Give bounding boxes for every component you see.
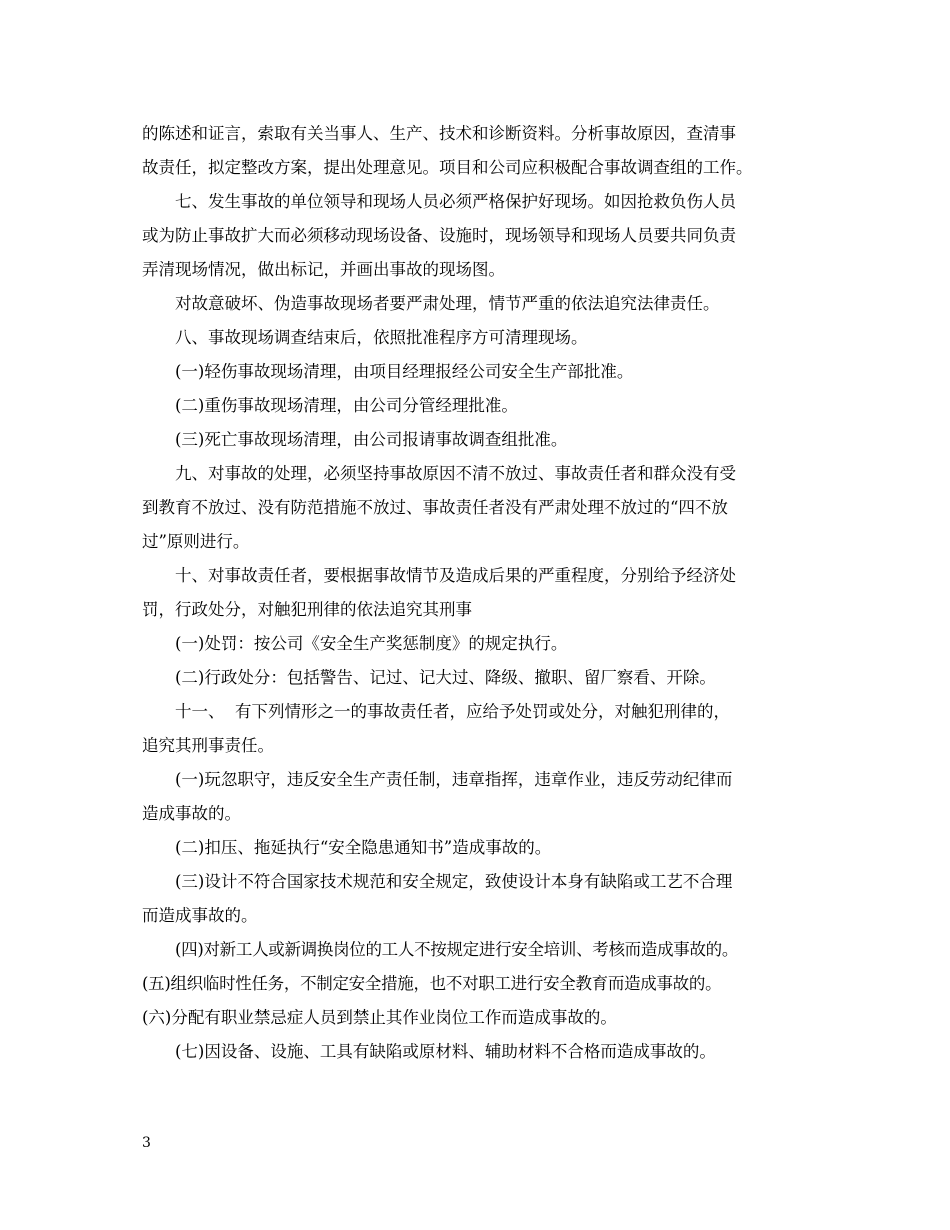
- document-body: [142, 117, 814, 1069]
- text-line: (一)轻伤事故现场清理，由项目经理报经公司安全生产部批准。: [175, 362, 634, 381]
- text-line: (二)行政处分：包括警告、记过、记大过、降级、撤职、留厂察看、开除。: [175, 668, 716, 687]
- text-line: 十一、 有下列情形之一的事故责任者，应给予处罚或处分，对触犯刑律的，: [175, 702, 730, 721]
- text-line: (一)处罚：按公司《安全生产奖惩制度》的规定执行。: [175, 634, 568, 653]
- text-line: 的陈述和证言，索取有关当事人、生产、技术和诊断资料。分析事故原因，查清事: [142, 124, 736, 143]
- text-line: (四)对新工人或新调换岗位的工人不按规定进行安全培训、考核而造成事故的。: [175, 940, 739, 959]
- text-line: 七、发生事故的单位领导和现场人员必须严格保护好现场。如因抢救负伤人员: [175, 192, 736, 211]
- text-line: (二)重伤事故现场清理，由公司分管经理批准。: [175, 396, 518, 415]
- text-line: (五)组织临时性任务，不制定安全措施，也不对职工进行安全教育而造成事故的。: [142, 974, 722, 993]
- text-line: (一)玩忽职守，违反安全生产责任制，违章指挥，违章作业，违反劳动纪律而: [175, 770, 733, 789]
- text-line: (三)设计不符合国家技术规范和安全规定，致使设计本身有缺陷或工艺不合理: [175, 872, 733, 891]
- text-line: 九、对事故的处理，必须坚持事故原因不清不放过、事故责任者和群众没有受: [175, 464, 736, 483]
- text-line: 造成事故的。: [142, 804, 241, 823]
- text-line: 过”原则进行。: [142, 532, 250, 551]
- text-line: 或为防止事故扩大而必须移动现场设备、设施时，现场领导和现场人员要共同负责: [142, 226, 736, 245]
- text-line: 八、事故现场调查结束后，依照批准程序方可清理现场。: [175, 328, 588, 347]
- text-line: 到教育不放过、没有防范措施不放过、事故责任者没有严肃处理不放过的“四不放: [142, 498, 728, 517]
- text-line: 十、对事故责任者，要根据事故情节及造成后果的严重程度，分别给予经济处: [175, 566, 736, 585]
- text-line: (三)死亡事故现场清理，由公司报请事故调查组批准。: [175, 430, 568, 449]
- text-line: (七)因设备、设施、工具有缺陷或原材料、辅助材料不合格而造成事故的。: [175, 1042, 716, 1061]
- page-number: 3: [142, 1135, 151, 1151]
- text-line: 而造成事故的。: [142, 906, 258, 925]
- text-line: (二)扣压、拖延执行“安全隐患通知书”造成事故的。: [175, 838, 552, 857]
- text-line: 故责任，拟定整改方案，提出处理意见。项目和公司应积极配合事故调查组的工作。: [142, 158, 753, 177]
- text-line: 对故意破坏、伪造事故现场者要严肃处理，情节严重的依法追究法律责任。: [175, 294, 720, 313]
- text-line: 弄清现场情况，做出标记，并画出事故的现场图。: [142, 260, 505, 279]
- text-line: 追究其刑事责任。: [142, 736, 274, 755]
- text-line: 罚，行政处分，对触犯刑律的依法追究其刑事: [142, 600, 472, 619]
- text-line: (六)分配有职业禁忌症人员到禁止其作业岗位工作而造成事故的。: [142, 1008, 617, 1027]
